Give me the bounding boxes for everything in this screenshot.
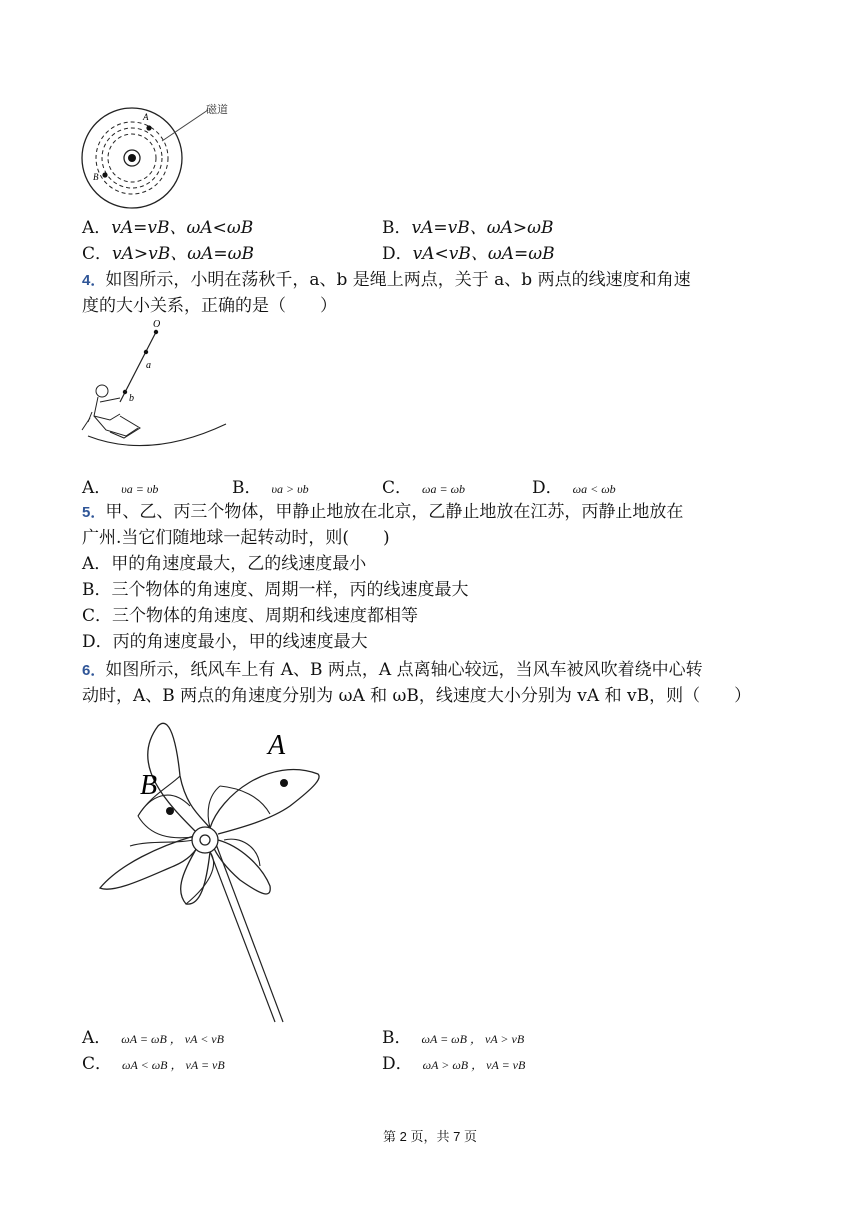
option-letter: C． <box>82 606 113 626</box>
option-letter: B． <box>382 1028 412 1048</box>
question-text: 如图所示，小明在荡秋千，a、b 是绳上两点，关于 a、b 两点的线速度和角速 <box>105 270 691 290</box>
question-text: 甲、乙、丙三个物体，甲静止地放在北京，乙静止地放在江苏，丙静止地放在 <box>105 502 684 522</box>
swing-figure <box>80 318 240 450</box>
q6-option-c <box>82 1052 225 1077</box>
question-text: 如图所示，纸风车上有 A、B 两点，A 点离轴心较远，当风车被风吹着绕中心转 <box>105 660 703 680</box>
option-letter: D． <box>382 244 413 264</box>
question-number: 5． <box>82 504 106 521</box>
option-text: ωA < ωB ， vA = vB <box>122 1058 225 1072</box>
pinwheel-label-b: B <box>140 770 158 801</box>
swing-label-o: O <box>153 319 161 330</box>
option-letter: A． <box>82 218 112 238</box>
q5-option-c <box>82 604 418 628</box>
q4-option-d <box>532 476 616 501</box>
page-footer: 第 2 页，共 7 页 <box>383 1129 477 1144</box>
pinwheel-label-a: A <box>268 730 286 761</box>
option-text: ωa < ωb <box>572 482 616 496</box>
disk-label-a: A <box>143 112 149 122</box>
q6-stem-line1 <box>82 658 703 683</box>
q6-option-a <box>82 1026 224 1051</box>
option-text: υa > υb <box>271 482 309 496</box>
q5-stem-line2: 广州.当它们随地球一起转动时，则( ) <box>82 528 390 548</box>
q4-option-a <box>82 476 158 501</box>
q5-option-b <box>82 578 469 602</box>
option-text: 三个物体的角速度、周期和线速度都相等 <box>112 606 419 626</box>
option-letter: B． <box>82 580 112 600</box>
q4-option-b <box>232 476 309 501</box>
disk-track-label: 磁道 <box>206 104 228 116</box>
option-letter: D． <box>382 1054 413 1074</box>
option-letter: C． <box>82 1054 113 1074</box>
option-letter: A． <box>82 478 112 498</box>
disk-point-a <box>146 125 151 130</box>
q5-option-a <box>82 552 366 576</box>
swing-label-b: b <box>129 393 134 404</box>
option-letter: B． <box>232 478 262 498</box>
q6-option-b <box>382 1026 524 1051</box>
option-letter: A． <box>82 554 112 574</box>
q3-option-d <box>382 242 555 266</box>
option-text: 三个物体的角速度、周期一样，丙的线速度最大 <box>111 580 469 600</box>
option-letter: C． <box>382 478 413 498</box>
q3-option-c <box>82 242 254 266</box>
swing-label-a: a <box>146 360 151 371</box>
option-letter: B． <box>382 218 412 238</box>
q5-option-d <box>82 630 368 654</box>
q4-stem-line1 <box>82 268 691 293</box>
q6-stem-line2: 动时，A、B 两点的角速度分别为 ωA 和 ωB，线速度大小分别为 vA 和 vB，则（ ） <box>82 686 752 706</box>
option-letter: D． <box>82 632 113 652</box>
q5-stem-line1 <box>82 500 683 525</box>
pinwheel-point-b <box>166 807 174 815</box>
disk-track-figure <box>80 96 250 216</box>
option-text: vA>vB、ωA=ωB <box>112 244 254 264</box>
option-letter: D． <box>532 478 563 498</box>
option-text: vA<vB、ωA=ωB <box>412 244 555 264</box>
option-letter: C． <box>82 244 113 264</box>
q4-stem-line2: 度的大小关系，正确的是（ ） <box>82 296 337 316</box>
option-text: ωA > ωB ， vA = vB <box>422 1058 526 1072</box>
pinwheel-figure <box>90 716 340 1026</box>
pinwheel-point-a <box>280 779 288 787</box>
disk-point-b <box>102 172 107 177</box>
question-number: 4． <box>82 272 106 289</box>
option-text: ωA = ωB ， vA < vB <box>121 1032 224 1046</box>
option-text: ωa = ωb <box>422 482 466 496</box>
option-letter: A． <box>82 1028 112 1048</box>
option-text: υa = υb <box>121 482 159 496</box>
question-number: 6． <box>82 662 106 679</box>
q3-option-b <box>382 216 553 240</box>
option-text: 甲的角速度最大，乙的线速度最小 <box>111 554 367 574</box>
option-text: vA=vB、ωA>ωB <box>411 218 554 238</box>
option-text: vA=vB、ωA<ωB <box>111 218 254 238</box>
q4-option-c <box>382 476 465 501</box>
q3-option-a <box>82 216 253 240</box>
disk-label-b: B <box>93 172 99 182</box>
q6-option-d <box>382 1052 525 1077</box>
option-text: ωA = ωB ， vA > vB <box>421 1032 525 1046</box>
option-text: 丙的角速度最小，甲的线速度最大 <box>112 632 368 652</box>
